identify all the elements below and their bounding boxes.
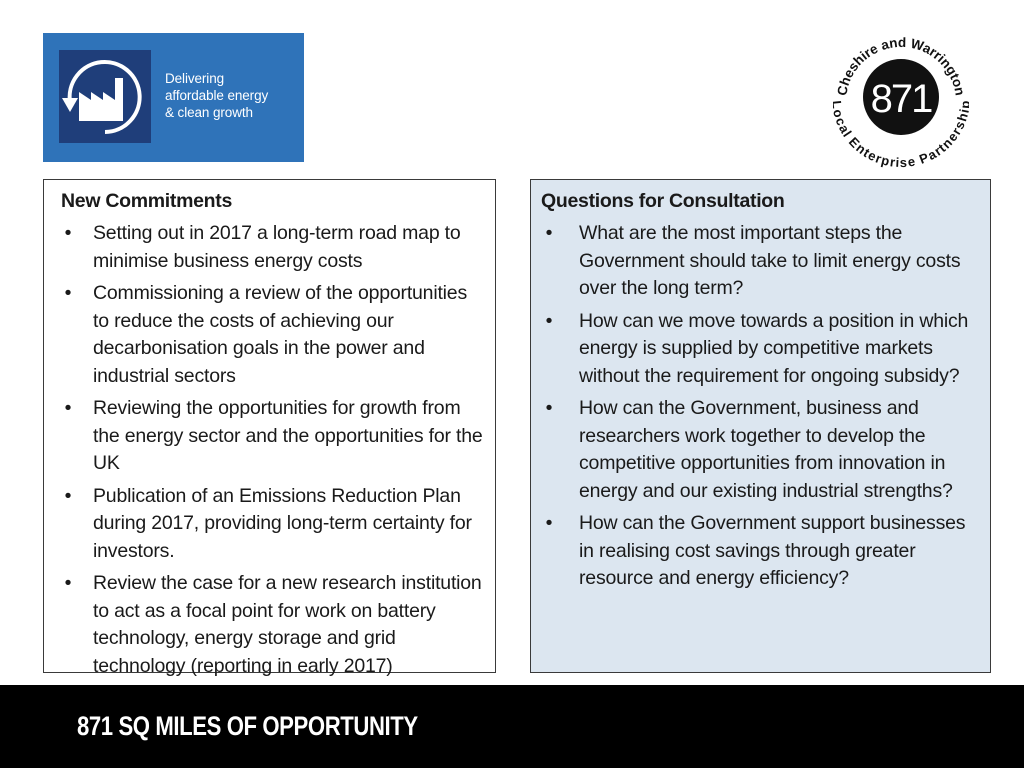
lep-logo-bottom-text: cal Enterprise Partners xyxy=(833,115,968,168)
consultation-questions-title: Questions for Consultation xyxy=(541,190,785,212)
list-item-text: Setting out in 2017 a long-term road map to minimise business energy costs xyxy=(93,222,461,272)
lep-logo xyxy=(833,28,969,168)
bullet-icon: • xyxy=(64,222,72,244)
list-item xyxy=(61,220,485,275)
energy-banner xyxy=(43,33,304,162)
list-item-text: What are the most important steps the Government should take to limit energy costs over the long term? xyxy=(579,222,961,299)
list-item xyxy=(61,280,485,390)
bullet-icon: • xyxy=(545,222,553,244)
list-item xyxy=(541,220,980,303)
list-item xyxy=(61,483,485,566)
list-item-text: Publication of an Emissions Reduction Plan during 2017, providing long-term certainty for investors. xyxy=(93,484,472,562)
banner-line: affordable energy xyxy=(165,88,269,103)
bullet-icon: • xyxy=(64,397,72,419)
bullet-icon: • xyxy=(545,512,553,534)
bullet-icon: • xyxy=(64,282,72,304)
list-item-text: How can the Government, business and researchers work together to develop the competitive opportunities from innovation in energy and our existing industrial strengths? xyxy=(579,397,953,502)
new-commitments-panel xyxy=(43,179,496,677)
list-item xyxy=(541,510,980,593)
bullet-icon: • xyxy=(545,397,553,419)
list-item-text: Review the case for a new research institution to act as a focal point for work on battery technology, energy storage and grid technology (reporting in early 2017) xyxy=(93,572,482,677)
lep-logo-top-text: Cheshire and Warrington xyxy=(834,34,968,97)
new-commitments-title: New Commitments xyxy=(61,190,233,212)
footer-bar xyxy=(0,685,1024,768)
banner-tagline xyxy=(165,70,300,121)
lep-logo-number: 871 xyxy=(870,77,932,121)
factory-cycle-icon xyxy=(59,50,151,143)
bullet-icon: • xyxy=(64,484,72,507)
new-commitments-list xyxy=(61,220,485,680)
list-item-text: Reviewing the opportunities for growth from the energy sector and the opportunities for the UK xyxy=(93,397,483,474)
bullet-icon: • xyxy=(64,572,72,594)
consultation-questions-panel xyxy=(530,179,991,673)
list-item xyxy=(61,395,485,478)
list-item xyxy=(541,395,980,505)
list-item-text: How can the Government support businesses in realising cost savings through greater resource and energy efficiency? xyxy=(579,512,966,589)
banner-line: & clean growth xyxy=(165,105,253,120)
banner-line: Delivering xyxy=(165,71,225,86)
list-item xyxy=(541,308,980,391)
bullet-icon: • xyxy=(545,309,553,332)
consultation-questions-list xyxy=(541,220,980,593)
footer-slogan: 871 SQ MILES OF OPPORTUNITY xyxy=(77,711,418,741)
list-item-text: Commissioning a review of the opportunities to reduce the costs of achieving our decarbonisation goals in the power and industrial sectors xyxy=(93,282,468,387)
list-item xyxy=(61,570,485,680)
list-item-text: How can we move towards a position in which energy is supplied by competitive markets without the requirement for ongoing subsidy? xyxy=(579,309,969,387)
